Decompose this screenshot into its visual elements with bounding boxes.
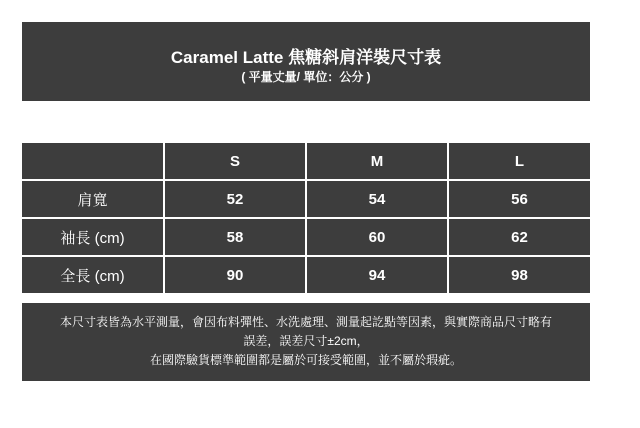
size-chart-title-banner [22,22,590,101]
table-header-row [22,143,590,180]
size-chart-unit-note: ( 平量丈量/ 單位：公分 ) [241,70,371,84]
table-cell: 56 [448,180,590,218]
table-cell: 98 [448,256,590,294]
disclaimer-line: 本尺寸表皆為水平測量，會因布料彈性、水洗處理、測量起訖點等因素，與實際商品尺寸略有 [59,315,552,329]
table-cell: 62 [448,218,590,256]
row-label: 全長 (cm) [22,256,164,294]
size-chart-title: Caramel Latte 焦糖斜肩洋裝尺寸表 [170,48,442,67]
size-table [22,143,590,295]
header-cell-blank [22,143,164,180]
table-cell: 94 [306,256,448,294]
disclaimer-line: 在國際驗貨標準範圍都是屬於可接受範圍，並不屬於瑕疵。 [149,353,462,367]
table-cell: 54 [306,180,448,218]
header-cell-size-s: S [164,143,306,180]
table-cell: 58 [164,218,306,256]
table-row-sleeve [22,218,590,256]
table-row-length [22,256,590,294]
measurement-disclaimer [22,303,590,381]
disclaimer-line: 誤差，誤差尺寸±2cm， [243,334,369,348]
table-cell: 90 [164,256,306,294]
table-cell: 60 [306,218,448,256]
header-cell-size-l: L [448,143,590,180]
header-cell-size-m: M [306,143,448,180]
row-label: 肩寬 [22,180,164,218]
table-row-shoulder [22,180,590,218]
table-cell: 52 [164,180,306,218]
row-label: 袖長 (cm) [22,218,164,256]
